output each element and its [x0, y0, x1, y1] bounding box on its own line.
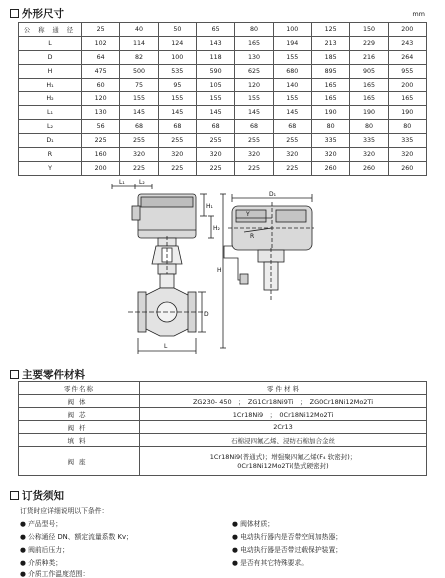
- table-cell: 225: [120, 161, 158, 175]
- row-label-cell: H: [19, 64, 82, 78]
- table-cell: 165: [350, 92, 388, 106]
- list-item: ● 介质种类；: [20, 559, 63, 567]
- table-cell: 130: [82, 106, 120, 120]
- table-cell: 68: [196, 120, 234, 134]
- table-cell: 25: [82, 23, 120, 37]
- table-row: [19, 78, 427, 92]
- checkbox-square-icon: [10, 9, 19, 18]
- table-cell: 40: [120, 23, 158, 37]
- table-cell: 194: [273, 36, 311, 50]
- table-cell: 114: [120, 36, 158, 50]
- table-cell: 95: [158, 78, 196, 92]
- unit-label: mm: [412, 10, 425, 18]
- table-cell: 80: [388, 120, 426, 134]
- table-cell: 140: [273, 78, 311, 92]
- section-title-ordering: 订货须知: [10, 488, 64, 503]
- table-cell: 82: [120, 50, 158, 64]
- table-cell: 500: [120, 64, 158, 78]
- table-cell: 320: [158, 148, 196, 162]
- table-cell: 229: [350, 36, 388, 50]
- table-row: [19, 134, 427, 148]
- checkbox-square-icon: [10, 491, 19, 500]
- table-row: 填料 石棉浸四氟乙烯、浸纺石棉加合金丝: [19, 434, 427, 447]
- table-cell: 625: [235, 64, 273, 78]
- table-cell: 335: [311, 134, 349, 148]
- label-D1: D₁: [269, 191, 277, 198]
- label-R: R: [250, 233, 255, 240]
- table-cell: 335: [388, 134, 426, 148]
- table-cell: 56: [82, 120, 120, 134]
- table-cell: 320: [311, 148, 349, 162]
- table-cell: 260: [311, 161, 349, 175]
- table-cell: 68: [120, 120, 158, 134]
- table-cell: 155: [196, 92, 234, 106]
- row-label-cell: D₁: [19, 134, 82, 148]
- table-cell: 590: [196, 64, 234, 78]
- table-cell: 165: [311, 78, 349, 92]
- table-cell: 80: [235, 23, 273, 37]
- table-cell: 260: [388, 161, 426, 175]
- table-cell: 60: [82, 78, 120, 92]
- table-row: 阀杆 2Cr13: [19, 421, 427, 434]
- list-item: ● 公称通径 DN、额定流量系数 Kv；: [20, 533, 133, 541]
- valve-front-view-diagram: [108, 176, 228, 360]
- table-cell: 155: [120, 92, 158, 106]
- table-cell: 145: [273, 106, 311, 120]
- row-label-cell: R: [19, 148, 82, 162]
- table-cell: 185: [311, 50, 349, 64]
- label-L1: L₁: [119, 179, 125, 186]
- table-cell: 130: [235, 50, 273, 64]
- table-cell: 200: [82, 161, 120, 175]
- table-cell: 225: [196, 161, 234, 175]
- row-label-cell: L₁: [19, 106, 82, 120]
- row-label-cell: L: [19, 36, 82, 50]
- table-cell: 535: [158, 64, 196, 78]
- table-cell: 155: [235, 92, 273, 106]
- table-cell: 190: [311, 106, 349, 120]
- label-H: H: [217, 267, 222, 274]
- label-H2: H₂: [213, 225, 220, 232]
- table-row: [19, 92, 427, 106]
- table-cell: 145: [196, 106, 234, 120]
- parts-material-table: [18, 381, 427, 476]
- table-cell: 335: [350, 134, 388, 148]
- table-cell: 68: [235, 120, 273, 134]
- parts-header-row: [19, 382, 427, 395]
- table-cell: 213: [311, 36, 349, 50]
- dimension-table: [18, 22, 427, 176]
- list-item: ● 电动执行器是否带过载保护装置；: [232, 546, 343, 554]
- table-cell: 165: [350, 78, 388, 92]
- table-cell: 165: [388, 92, 426, 106]
- table-row: 阀座 1Cr18Ni9(普通式)；增强聚四氟乙烯(F₄ 软密封)； 0Cr18Ni12Mo2Ti(垫式硬密封): [19, 447, 427, 476]
- table-cell: 320: [120, 148, 158, 162]
- label-Y: Y: [246, 211, 250, 218]
- table-cell: 160: [82, 148, 120, 162]
- list-item: ● 介质工作温度范围：: [20, 570, 90, 578]
- table-cell: 165: [311, 92, 349, 106]
- table-cell: 190: [388, 106, 426, 120]
- table-row: [19, 36, 427, 50]
- table-cell: 320: [388, 148, 426, 162]
- table-cell: 320: [196, 148, 234, 162]
- checkbox-square-icon: [10, 370, 19, 379]
- table-cell: 102: [82, 36, 120, 50]
- table-row: [19, 64, 427, 78]
- list-item: ● 阀前后压力；: [20, 546, 69, 554]
- table-cell: 225: [158, 161, 196, 175]
- table-cell: 155: [158, 92, 196, 106]
- table-cell: 225: [235, 161, 273, 175]
- table-row: [19, 106, 427, 120]
- table-cell: 255: [120, 134, 158, 148]
- table-cell: 125: [311, 23, 349, 37]
- table-cell: 200: [388, 78, 426, 92]
- table-row: [19, 161, 427, 175]
- table-cell: 145: [235, 106, 273, 120]
- table-cell: 120: [235, 78, 273, 92]
- table-cell: 118: [196, 50, 234, 64]
- table-cell: 100: [273, 23, 311, 37]
- table-cell: 190: [350, 106, 388, 120]
- table-cell: 255: [273, 134, 311, 148]
- table-cell: 80: [350, 120, 388, 134]
- table-cell: 680: [273, 64, 311, 78]
- section-title-materials: 主要零件材料: [10, 367, 85, 382]
- ordering-intro: 订货时应详细说明以下条件：: [20, 507, 109, 515]
- table-cell: 155: [273, 50, 311, 64]
- table-cell: 216: [350, 50, 388, 64]
- table-row: 阀芯 1Cr18Ni9 ； 0Cr18Ni12Mo2Ti: [19, 408, 427, 421]
- row-label-cell: H₂: [19, 92, 82, 106]
- table-cell: 320: [273, 148, 311, 162]
- table-cell: 68: [158, 120, 196, 134]
- table-cell: 80: [311, 120, 349, 134]
- table-cell: 120: [82, 92, 120, 106]
- table-cell: 64: [82, 50, 120, 64]
- table-cell: 68: [273, 120, 311, 134]
- table-cell: 225: [82, 134, 120, 148]
- table-cell: 475: [82, 64, 120, 78]
- list-item: ● 阀体材质；: [232, 520, 275, 528]
- table-cell: 200: [388, 23, 426, 37]
- row-label-cell: L₂: [19, 120, 82, 134]
- table-cell: 260: [350, 161, 388, 175]
- list-item: ● 产品型号；: [20, 520, 63, 528]
- list-item: ● 电动执行器内是否带空间加热器；: [232, 533, 343, 541]
- table-cell: 50: [158, 23, 196, 37]
- row-label-cell: 公 称 通 径: [19, 23, 82, 37]
- list-item: ● 是否有其它特殊要求。: [232, 559, 309, 567]
- table-cell: 124: [158, 36, 196, 50]
- table-cell: 955: [388, 64, 426, 78]
- row-label-cell: H₁: [19, 78, 82, 92]
- table-cell: 264: [388, 50, 426, 64]
- header-part-material: 零 件 材 料: [140, 382, 427, 395]
- table-cell: 150: [350, 23, 388, 37]
- label-L2: L₂: [139, 179, 145, 186]
- table-cell: 895: [311, 64, 349, 78]
- actuator-side-view-diagram: [214, 188, 326, 308]
- table-cell: 255: [158, 134, 196, 148]
- table-cell: 243: [388, 36, 426, 50]
- table-cell: 225: [273, 161, 311, 175]
- row-label-cell: Y: [19, 161, 82, 175]
- label-D: D: [204, 311, 209, 318]
- table-cell: 143: [196, 36, 234, 50]
- table-cell: 145: [120, 106, 158, 120]
- label-L: L: [164, 343, 168, 350]
- table-cell: 75: [120, 78, 158, 92]
- dimension-header-row: [19, 23, 427, 37]
- header-part-name: 零件名称: [19, 382, 140, 395]
- table-cell: 255: [196, 134, 234, 148]
- table-cell: 905: [350, 64, 388, 78]
- table-row: [19, 120, 427, 134]
- table-cell: 255: [235, 134, 273, 148]
- section-title-dimensions: 外形尺寸: [10, 6, 64, 21]
- label-H1: H₁: [206, 203, 213, 210]
- table-row: [19, 50, 427, 64]
- table-cell: 65: [196, 23, 234, 37]
- table-row: [19, 148, 427, 162]
- table-cell: 320: [350, 148, 388, 162]
- table-cell: 165: [235, 36, 273, 50]
- row-label-cell: D: [19, 50, 82, 64]
- table-row: 阀体 ZG230- 450 ； ZG1Cr18Ni9Ti ； ZG0Cr18Ni12Mo2Ti: [19, 395, 427, 408]
- table-cell: 100: [158, 50, 196, 64]
- table-cell: 105: [196, 78, 234, 92]
- table-cell: 155: [273, 92, 311, 106]
- table-cell: 145: [158, 106, 196, 120]
- table-cell: 320: [235, 148, 273, 162]
